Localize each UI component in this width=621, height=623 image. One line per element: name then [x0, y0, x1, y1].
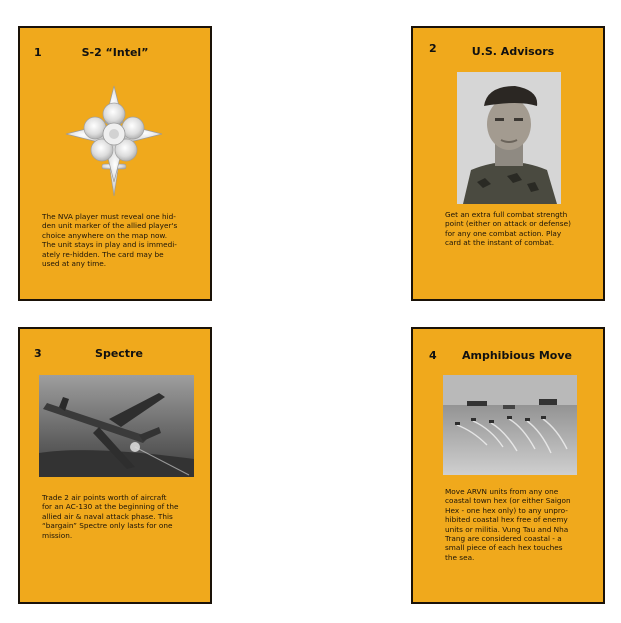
card-title: S-2 “Intel”	[81, 46, 149, 59]
card-title: Spectre	[95, 347, 143, 360]
card-2[interactable]	[411, 26, 605, 301]
soldier-photo	[457, 72, 561, 204]
card-title: U.S. Advisors	[471, 45, 555, 58]
card-text: Get an extra full combat strength point (either on attack or defense) for any one combat action. Play card at the instant of combat.	[445, 210, 571, 248]
card-number: 1	[34, 46, 42, 59]
card-title: Amphibious Move	[462, 349, 572, 362]
gunship-photo	[39, 375, 194, 477]
card-number: 4	[429, 349, 437, 362]
card-text: Move ARVN units from any one coastal town hex (or either Saigon Hex - one hex only) to any unpro- hibited coastal hex free of enemy units or militia. Vung Tau and Nha Trang are considered coastal - a small piece of each hex touches the sea.	[445, 487, 571, 562]
amphibious-photo	[443, 375, 577, 475]
insignia-image	[54, 84, 174, 202]
card-text: Trade 2 air points worth of aircraft for an AC-130 at the beginning of the allied air & naval attack phase. This “bargain” Spectre only lasts for one mission.	[42, 493, 179, 540]
card-4[interactable]	[411, 327, 605, 604]
card-3[interactable]	[18, 327, 212, 604]
card-1[interactable]	[18, 26, 212, 301]
card-text: The NVA player must reveal one hid- den unit marker of the allied player's choice anywhere on the map now. The unit stays in play and is immedi- ately re-hidden. The card may be used at any time.	[42, 212, 178, 269]
card-number: 2	[429, 42, 437, 55]
card-number: 3	[34, 347, 42, 360]
